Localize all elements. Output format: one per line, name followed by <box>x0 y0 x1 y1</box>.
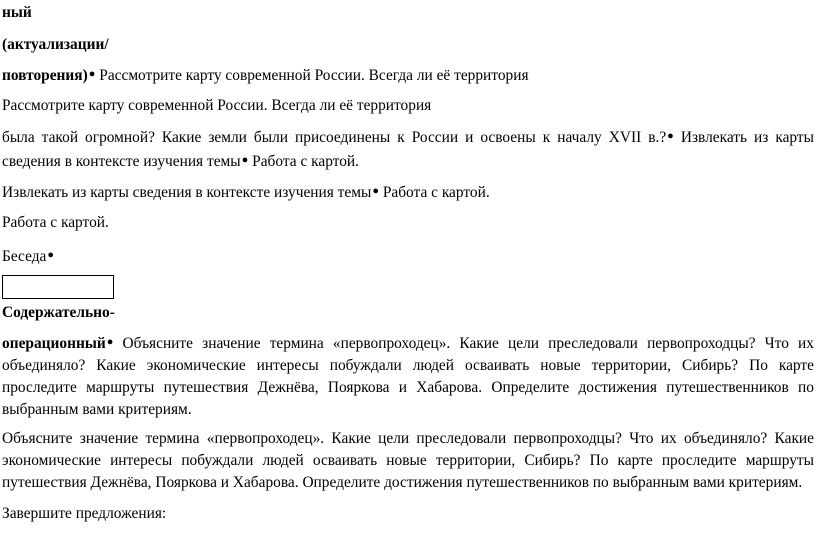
bullet-icon: ● <box>47 249 55 261</box>
paragraph-map-work: Работа с картой. <box>2 214 109 231</box>
stage-label: операционный <box>2 335 106 352</box>
paragraph-pioneer-question-repeat: Объясните значение термина «первопроходец». Какие цели преследовали первопроходцы? Что их объединяло? Какие экономические интересы побуждали людей осваивать новые территории, Сибирь? По карте проследите маршруты путешествия Дежнёва, Пояркова и Хабарова. Определите достижения путешественников по выбранным вами критериям. <box>2 430 814 491</box>
bullet-icon: ● <box>88 68 96 80</box>
bullet-icon: ● <box>241 154 249 166</box>
paragraph-conversation: Беседа● <box>2 244 814 268</box>
empty-text-box <box>2 275 114 299</box>
paragraph-pioneer-question: операционный● Объясните значение термина «первопроходец». Какие цели преследовали первопроходцы? Что их объединяло? Какие экономические интересы побуждали людей осваивать новые территории, Сибирь? По карте проследите маршруты путешествия Дежнёва, Пояркова и Хабарова. Определите достижения путешественников по выбранным вами критериям. <box>2 331 814 421</box>
paragraph-extract-info: Извлекать из карты сведения в контексте изучения темы● Работа с картой. <box>2 180 814 204</box>
paragraph-map-question: Рассмотрите карту современной России. Всегда ли её территория <box>2 97 432 114</box>
bullet-icon: ● <box>372 185 379 197</box>
paragraph-complete-sentences: Завершите предложения: <box>2 505 167 522</box>
heading-line-1: ный <box>2 4 32 21</box>
paragraph-review-stage: повторения)● Рассмотрите карту современной России. Всегда ли её территория <box>2 63 814 87</box>
heading2-line-1: Содержательно- <box>2 304 115 321</box>
stage-label: повторения) <box>2 67 88 84</box>
paragraph-territory-question: была такой огромной? Какие земли были присоединены к России и освоены к началу XVII в.?● Извлекать из карты сведения в контексте изучения темы● Работа с картой. <box>2 125 814 173</box>
heading-line-2: (актуализации/ <box>2 36 109 53</box>
bullet-icon: ● <box>667 130 674 142</box>
bullet-icon: ● <box>106 336 114 348</box>
